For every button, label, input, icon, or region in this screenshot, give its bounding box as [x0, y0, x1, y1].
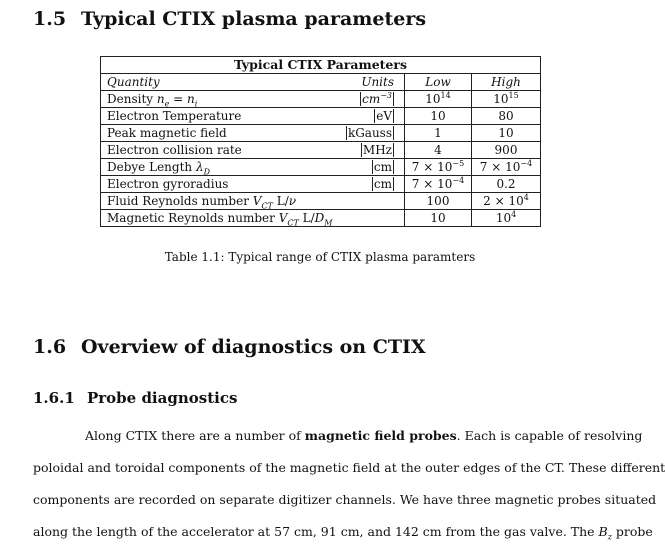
- units-cell: cm: [340, 176, 405, 193]
- text-run: . Each is capable of resolving: [456, 428, 643, 443]
- header-quantity: Quantity: [101, 74, 340, 91]
- table-header-row: [101, 74, 541, 91]
- table-row: [101, 210, 541, 227]
- section-title: Typical CTIX plasma parameters: [81, 8, 427, 30]
- units-cell: $cm^{-3}$: [340, 91, 405, 108]
- table-row: [101, 142, 541, 159]
- low-value-cell: 10: [405, 210, 472, 227]
- high-value-cell: 10: [472, 125, 541, 142]
- quantity-cell: Peak magnetic field: [101, 125, 340, 142]
- high-value-cell: 80: [472, 108, 541, 125]
- high-value-cell: $10^{15}$: [472, 91, 541, 108]
- table-row: [101, 125, 541, 142]
- units-cell: MHz: [340, 142, 405, 159]
- quantity-cell: Debye Length $\lambda_D$: [101, 159, 340, 176]
- math-variable: $B_z$: [598, 524, 612, 542]
- subsection-number: 1.6.1: [33, 389, 75, 407]
- units-cell: eV: [340, 108, 405, 125]
- header-units: Units: [340, 74, 405, 91]
- table-row: [101, 176, 541, 193]
- text-run: Along CTIX there are a number of: [85, 428, 305, 443]
- body-paragraph: [33, 420, 665, 548]
- high-value-cell: 900: [472, 142, 541, 159]
- units-cell: [340, 193, 405, 210]
- quantity-cell: Electron gyroradius: [101, 176, 340, 193]
- table-row: [101, 193, 541, 210]
- subsection-title: Probe diagnostics: [87, 389, 238, 407]
- quantity-cell: Electron collision rate: [101, 142, 340, 159]
- section-number: 1.6: [33, 336, 67, 358]
- units-cell: cm: [340, 159, 405, 176]
- section-heading-1-6: [33, 336, 426, 358]
- section-number: 1.5: [33, 8, 67, 30]
- quantity-cell: Magnetic Reynolds number $V_{CT}$ $L/D_M$: [101, 210, 340, 227]
- low-value-cell: 1: [405, 125, 472, 142]
- table-row: [101, 91, 541, 108]
- low-value-cell: $7 \times 10^{-4}$: [405, 176, 472, 193]
- units-cell: [340, 210, 405, 227]
- table-caption: Typical CTIX Parameters: [101, 57, 541, 74]
- text-run: along the length of the accelerator at 57 cm, 91 cm, and 142 cm from the gas valve. The: [33, 524, 599, 539]
- paragraph-line-3: components are recorded on separate digitizer channels. We have three magnetic probes situated: [33, 492, 657, 507]
- low-value-cell: 100: [405, 193, 472, 210]
- low-value-cell: 4: [405, 142, 472, 159]
- quantity-cell: Electron Temperature: [101, 108, 340, 125]
- header-high: High: [472, 74, 541, 91]
- header-low: Low: [405, 74, 472, 91]
- high-value-cell: 0.2: [472, 176, 541, 193]
- units-cell: kGauss: [340, 125, 405, 142]
- quantity-cell: Fluid Reynolds number $V_{CT}$ L/ν: [101, 193, 340, 210]
- high-value-cell: $2 \times 10^4$: [472, 193, 541, 210]
- low-value-cell: $7 \times 10^{-5}$: [405, 159, 472, 176]
- low-value-cell: $10^{14}$: [405, 91, 472, 108]
- high-value-cell: $7 \times 10^{-4}$: [472, 159, 541, 176]
- bold-term: magnetic field probes: [304, 428, 457, 443]
- table-row: [101, 159, 541, 176]
- ctix-parameters-table: [100, 56, 541, 227]
- paragraph-line-2: poloidal and toroidal components of the magnetic field at the outer edges of the CT. These different: [33, 460, 665, 475]
- high-value-cell: $10^4$: [472, 210, 541, 227]
- paragraph-line-4: [33, 516, 653, 548]
- section-title: Overview of diagnostics on CTIX: [81, 336, 426, 358]
- subsection-heading: [33, 389, 237, 407]
- text-run: probe: [611, 524, 653, 539]
- section-heading-1-5: [33, 8, 426, 30]
- quantity-cell: Density $n_e = n_i$: [101, 91, 340, 108]
- low-value-cell: 10: [405, 108, 472, 125]
- paragraph-line-1: [33, 420, 643, 452]
- table-caption-text: Table 1.1: Typical range of CTIX plasma paramters: [164, 250, 476, 264]
- table-row: [101, 108, 541, 125]
